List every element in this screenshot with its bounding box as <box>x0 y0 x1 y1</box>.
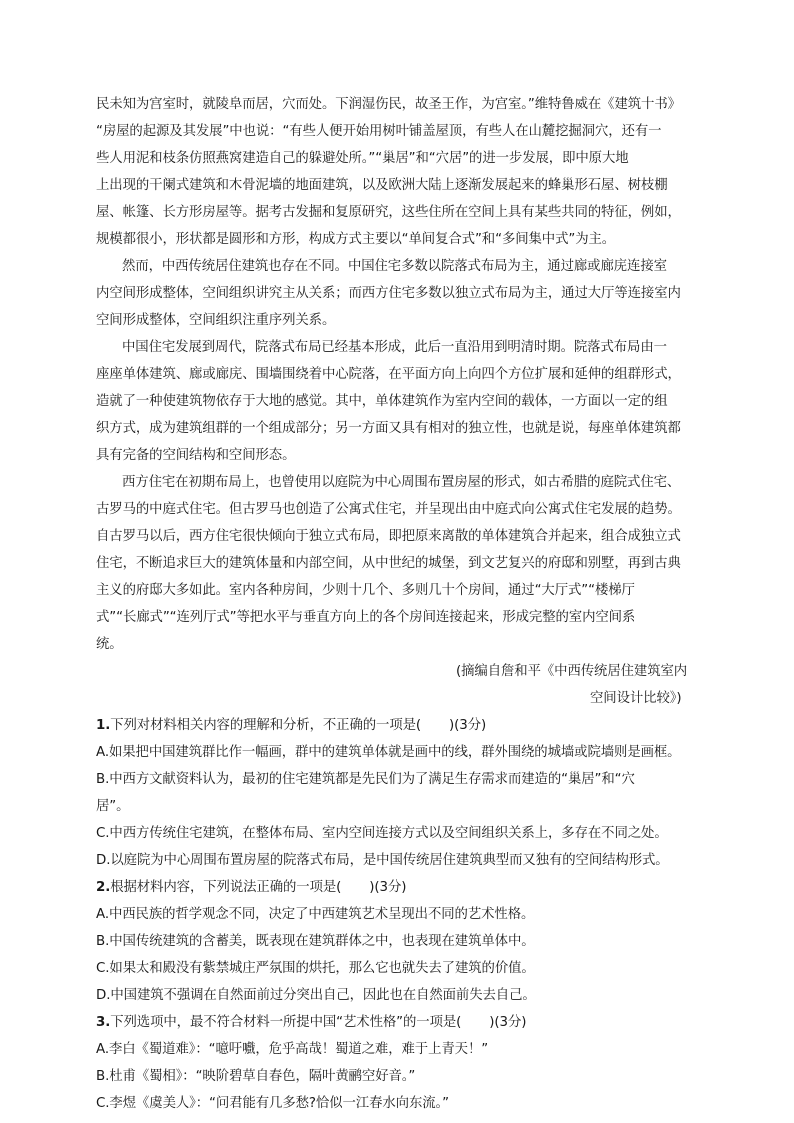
passage-line: 统。 <box>96 637 123 652</box>
passage-line: 民未知为宫室时，就陵阜而居，穴而处。下润湿伤民，故圣王作，为宫室。”维特鲁威在《建筑十书》 <box>96 97 681 112</box>
option-b[interactable]: B.杜甫《蜀相》：“映阶碧草自春色，隔叶黄鹂空好音。” <box>96 1069 416 1084</box>
paragraph-start: 西方住宅在初期布局上，也曾使用以庭院为中心周围布置房屋的形式，如古希腊的庭院式住宅、 <box>122 475 681 490</box>
option-a[interactable]: A.中西民族的哲学观念不同，决定了中西建筑艺术呈现出不同的艺术性格。 <box>96 907 535 922</box>
question-3-stem: 3.下列选项中，最不符合材料一所提中国“艺术性格”的一项是( )(3分) <box>96 1015 527 1030</box>
option-d[interactable]: D.中国建筑不强调在自然面前过分突出自己，因此也在自然面前失去自己。 <box>96 988 536 1003</box>
paragraph-start: 中国住宅发展到周代，院落式布局已经基本形成，此后一直沿用到明清时期。院落式布局由一 <box>122 340 667 355</box>
passage-line: 上出现的干阑式建筑和木骨泥墙的地面建筑，以及欧洲大陆上逐渐发展起来的蜂巢形石屋、树枝棚 <box>96 178 668 193</box>
passage-line: 自古罗马以后，西方住宅很快倾向于独立式布局，即把原来离散的单体建筑合并起来，组合成独立式 <box>96 529 681 544</box>
option-b[interactable]: B.中西方文献资料认为，最初的住宅建筑都是先民们为了满足生存需求而建造的“巢居”和“穴 <box>96 772 635 787</box>
option-a[interactable]: A.如果把中国建筑群比作一幅画，群中的建筑单体就是画中的线，群外围绕的城墙或院墙则是画框。 <box>96 745 681 760</box>
passage-line: 空间形成整体，空间组织注重序列关系。 <box>96 313 336 328</box>
passage-line: 屋、帐篷、长方形房屋等。据考古发掘和复原研究，这些住所在空间上具有某些共同的特征，例如， <box>96 205 681 220</box>
source-citation: 空间设计比较》) <box>590 691 682 706</box>
question-number: 2. <box>96 880 111 895</box>
paragraph-start: 然而，中西传统居住建筑也存在不同。中国住宅多数以院落式布局为主，通过廊或廊庑连接室 <box>122 259 667 274</box>
question-number: 1. <box>96 718 111 733</box>
source-citation: (摘编自詹和平《中西传统居住建筑室内 <box>456 664 688 679</box>
passage-line: 内空间形成整体，空间组织讲究主从关系；而西方住宅多数以独立式布局为主，通过大厅等连接室内 <box>96 286 681 301</box>
question-1-stem: 1.下列对材料相关内容的理解和分析，不正确的一项是( )(3分) <box>96 718 487 733</box>
passage-line: 主义的府邸大多如此。室内各种房间，少则十几个、多则几十个房间，通过“大厅式”“楼梯厅 <box>96 583 635 598</box>
option-c[interactable]: C.李煜《虞美人》：“问君能有几多愁?恰似一江春水向东流。” <box>96 1096 449 1111</box>
question-number: 3. <box>96 1015 111 1030</box>
passage-line: 规模都很小，形状都是圆形和方形，构成方式主要以“单间复合式”和“多间集中式”为主。 <box>96 232 616 247</box>
option-b-continued: 居”。 <box>96 799 130 814</box>
passage-line: 古罗马的中庭式住宅。但古罗马也创造了公寓式住宅，并呈现出由中庭式向公寓式住宅发展的趋势。 <box>96 502 681 517</box>
passage-line: “房屋的起源及其发展”中也说：“有些人便开始用树叶铺盖屋顶，有些人在山麓挖掘洞穴，还有一 <box>96 124 662 139</box>
passage-line: 织方式，成为建筑组群的一个组成部分；另一方面又具有相对的独立性，也就是说，每座单体建筑都 <box>96 421 681 436</box>
passage-line: 式”“长廊式”“连列厅式”等把水平与垂直方向上的各个房间连接起来，形成完整的室内空间系 <box>96 610 636 625</box>
passage-line: 些人用泥和枝条仿照燕窝建造自己的躲避处所。”“巢居”和“穴居”的进一步发展，即中原大地 <box>96 151 629 166</box>
passage-line: 住宅，不断追求巨大的建筑体量和内部空间，从中世纪的城堡，到文艺复兴的府邸和别墅，再到古典 <box>96 556 681 571</box>
option-b[interactable]: B.中国传统建筑的含蓄美，既表现在建筑群体之中，也表现在建筑单体中。 <box>96 934 535 949</box>
option-d[interactable]: D.以庭院为中心周围布置房屋的院落式布局，是中国传统居住建筑典型而又独有的空间结构形式。 <box>96 853 669 868</box>
passage-line: 造就了一种使建筑物依存于大地的感觉。其中，单体建筑作为室内空间的载体，一方面以一定的组 <box>96 394 668 409</box>
option-c[interactable]: C.如果太和殿没有紫禁城庄严氛围的烘托，那么它也就失去了建筑的价值。 <box>96 961 535 976</box>
passage-line: 座座单体建筑、廊或廊庑、围墙围绕着中心院落，在平面方向上向四个方位扩展和延伸的组群形式， <box>96 367 681 382</box>
option-c[interactable]: C.中西方传统住宅建筑，在整体布局、室内空间连接方式以及空间组织关系上，多存在不同之处。 <box>96 826 668 841</box>
question-2-stem: 2.根据材料内容，下列说法正确的一项是( )(3分) <box>96 880 407 895</box>
option-a[interactable]: A.李白《蜀道难》：“噫吁嚱，危乎高哉！蜀道之难，难于上青天！” <box>96 1042 489 1057</box>
passage-line: 具有完备的空间结构和空间形态。 <box>96 448 296 463</box>
